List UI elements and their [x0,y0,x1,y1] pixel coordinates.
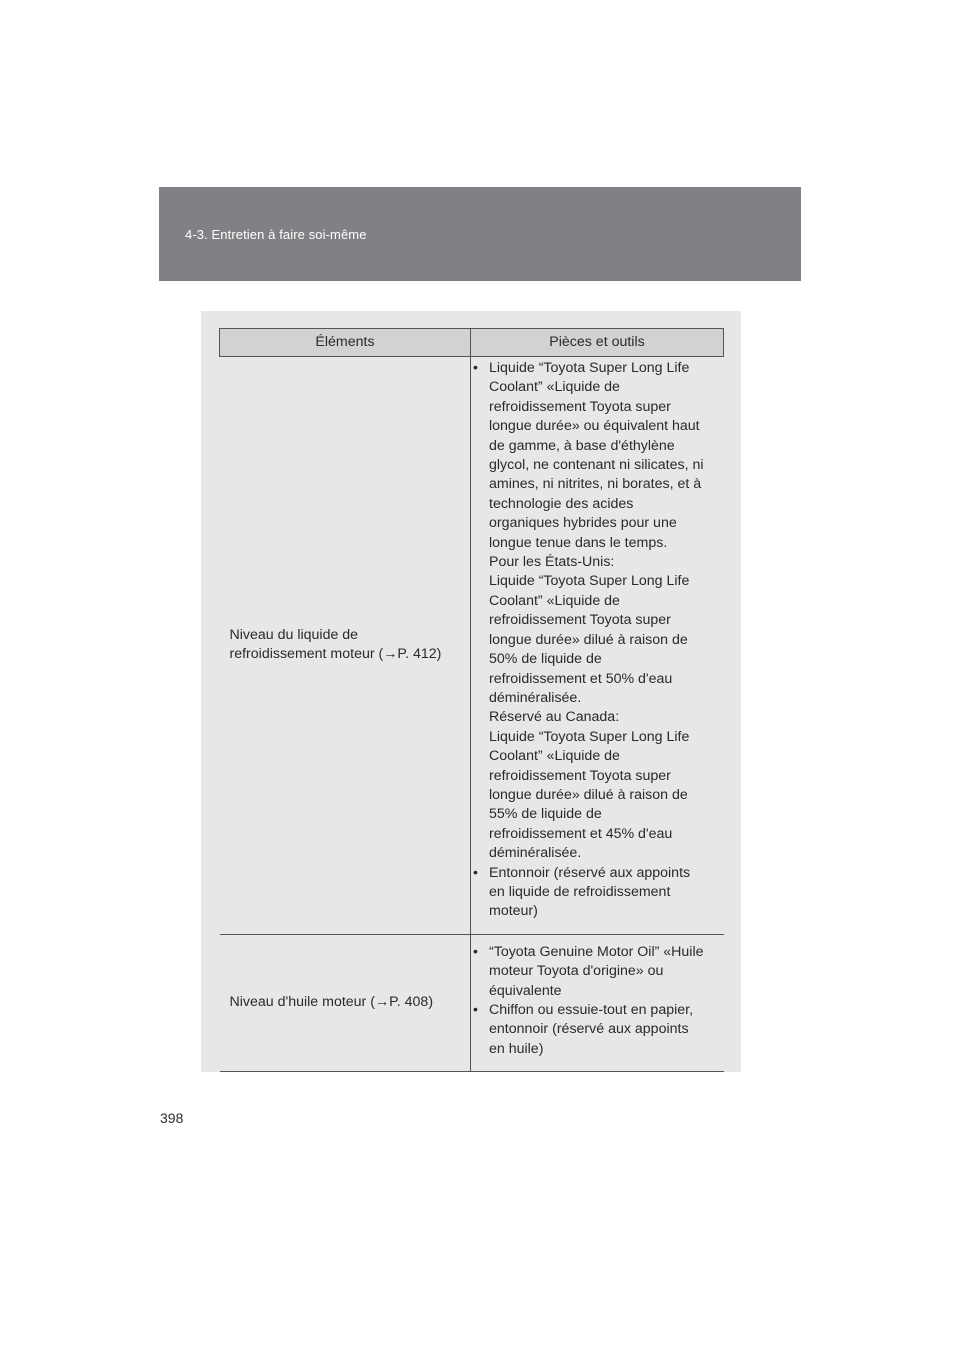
parts-line [489,825,720,844]
bullet-icon: • [473,943,478,960]
parts-line [489,1040,720,1059]
parts-line [489,456,720,475]
parts-text: technologie des acides [489,495,634,512]
parts-line [489,728,720,747]
parts-text: équivalente [489,982,562,999]
bullet-icon: • [473,360,478,376]
parts-line [489,844,720,863]
parts-line [489,398,720,417]
parts-text: en huile) [489,1040,544,1057]
parts-text: Entonnoir (réservé aux appoints [489,864,691,881]
parts-line [489,514,720,533]
parts-text: longue durée» dilué à raison de [489,786,688,803]
parts-text: Réservé au Canada: [489,709,620,726]
page-number: 398 [160,1110,184,1126]
parts-line [489,437,720,456]
parts-text: déminéralisée. [489,689,582,706]
parts-cell [471,934,724,1071]
parts-line [489,689,720,708]
parts-line [489,611,720,630]
parts-line [489,495,720,514]
header-band [159,187,801,281]
item-text: Niveau d'huile moteur (→P. 408) [229,994,434,1011]
parts-line [489,631,720,650]
parts-text: de gamme, à base d'éthylène [489,437,675,454]
parts-cell [471,357,724,935]
item-cell [220,357,471,935]
bullet-icon: • [473,864,478,881]
parts-text: Liquide “Toyota Super Long Life [489,360,690,376]
parts-line [489,962,720,981]
maintenance-table [219,328,724,1072]
section-title: 4-3. Entretien à faire soi-même [185,227,367,242]
parts-line [489,805,720,824]
parts-line [489,708,720,727]
parts-line [489,417,720,436]
parts-line [473,943,720,962]
parts-text: refroidissement et 50% d'eau [489,670,673,687]
parts-line [489,902,720,921]
parts-text: “Toyota Genuine Motor Oil” «Huile [489,943,704,960]
parts-text: 50% de liquide de [489,651,602,668]
parts-line [489,553,720,572]
parts-line [489,670,720,689]
parts-text: organiques hybrides pour une [489,515,677,532]
parts-text: entonnoir (réservé aux appoints [489,1021,689,1038]
parts-line [473,864,720,883]
parts-text: Pour les États-Unis: [489,554,615,571]
parts-text: Coolant” «Liquide de [489,379,620,396]
parts-text: longue tenue dans le temps. [489,534,668,551]
table-row [220,934,724,1071]
parts-text: longue durée» ou équivalent haut [489,418,700,435]
parts-line [489,475,720,494]
parts-text: déminéralisée. [489,845,582,862]
column-header-parts: Pièces et outils [471,329,724,357]
table-row [220,357,724,935]
parts-text: refroidissement et 45% d'eau [489,825,673,842]
parts-text: amines, ni nitrites, ni borates, et à [489,476,702,493]
parts-line [473,1001,720,1020]
parts-line [473,359,720,378]
parts-line [489,534,720,553]
parts-line [489,767,720,786]
parts-line [489,1020,720,1039]
parts-line [489,982,720,1001]
parts-line [489,883,720,902]
parts-line [489,378,720,397]
parts-text: Liquide “Toyota Super Long Life [489,573,690,590]
parts-text: glycol, ne contenant ni silicates, ni [489,457,704,474]
column-header-items: Éléments [220,329,471,357]
parts-line [489,572,720,591]
item-cell [220,934,471,1071]
parts-text: Chiffon ou essuie-tout en papier, [489,1002,694,1018]
bullet-icon: • [473,1002,478,1018]
parts-line [489,747,720,766]
parts-text: moteur) [489,903,538,920]
parts-text: refroidissement Toyota super [489,767,671,784]
parts-text: moteur Toyota d'origine» ou [489,963,664,980]
table-header-row [220,329,724,357]
item-text: Niveau du liquide de [229,626,359,643]
parts-text: Coolant” «Liquide de [489,592,620,609]
parts-line [489,786,720,805]
content-panel [201,311,741,1072]
parts-text: 55% de liquide de [489,806,602,823]
parts-text: en liquide de refroidissement [489,883,671,900]
parts-line [489,592,720,611]
parts-text: refroidissement Toyota super [489,612,671,629]
parts-text: refroidissement Toyota super [489,398,671,415]
parts-text: Coolant” «Liquide de [489,748,620,765]
parts-line [489,650,720,669]
item-text: refroidissement moteur (→P. 412) [229,646,442,663]
parts-text: Liquide “Toyota Super Long Life [489,728,690,745]
parts-text: longue durée» dilué à raison de [489,631,688,648]
